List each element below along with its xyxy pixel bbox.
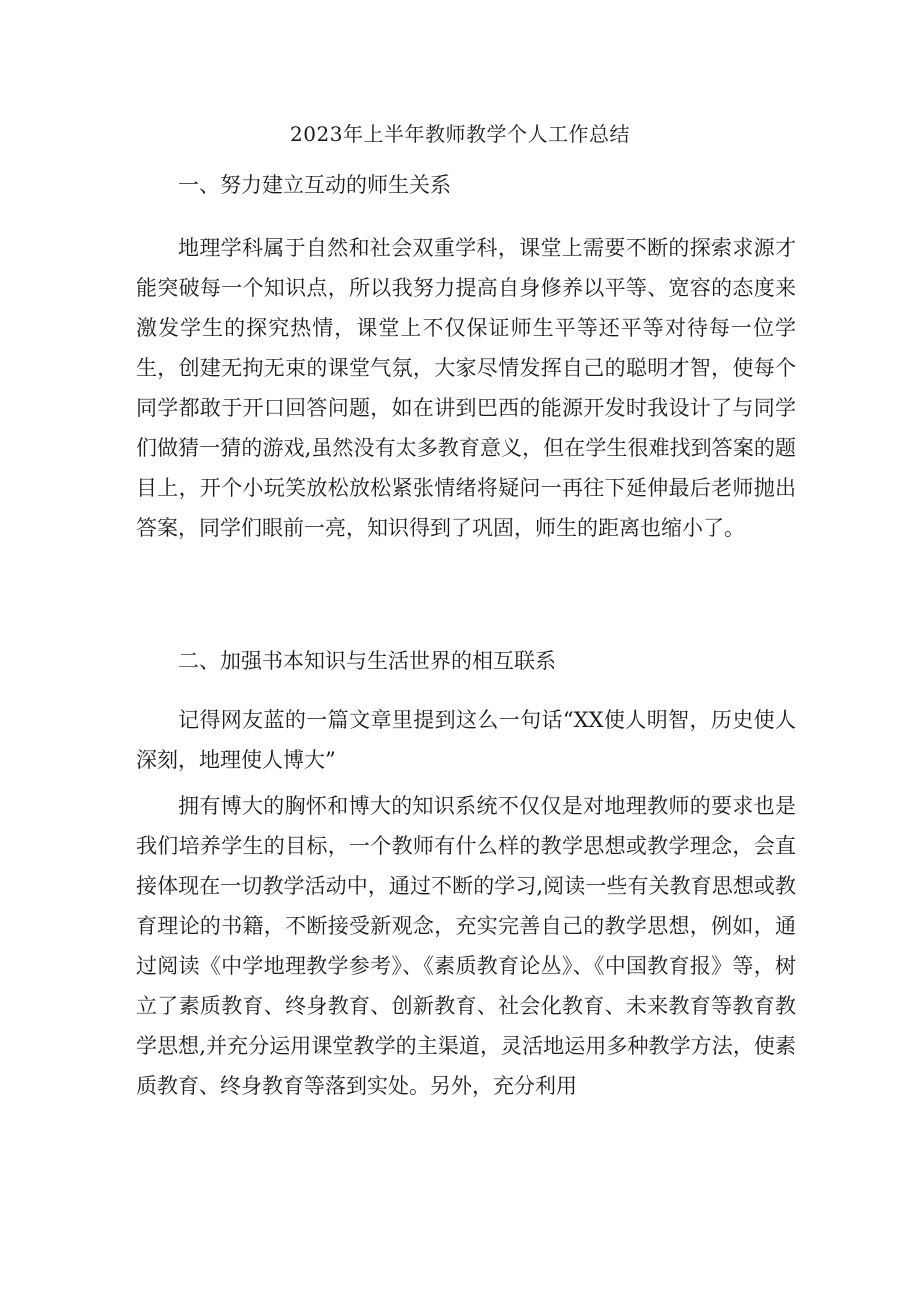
- section-2-heading: 二、加强书本知识与生活世界的相互联系: [178, 649, 556, 673]
- document-title: 2023年上半年教师教学个人工作总结: [290, 122, 630, 146]
- section-2-paragraph-2: 拥有博大的胸怀和博大的知识系统不仅仅是对地理教师的要求也是我们培养学生的目标，一个教师有什么样的教学思想或教学理念，会直接体现在一切教学活动中，通过不断的学习,阅读一些有关教育思想或教育理论的书籍，不断接受新观念，充实完善自己的教学思想，例如，通过阅读《中学地理教学参考》、《素质教育论丛》、《中国教育报》等，树立了素质教育、终身教育、创新教育、社会化教育、未来教育等教育教学思想,并充分运用课堂教学的主渠道，灵活地运用多种教学方法，使素质教育、终身教育等落到实处。另外，充分利用: [136, 794, 796, 1098]
- section-2-paragraph-1: 记得网友蓝的一篇文章里提到这么一句话“XX使人明智，历史使人深刻，地理使人博大”: [136, 708, 796, 772]
- section-1-heading: 一、努力建立互动的师生关系: [178, 173, 451, 197]
- section-1-paragraph-1: 地理学科属于自然和社会双重学科，课堂上需要不断的探索求源才能突破每一个知识点，所以我努力提高自身修养以平等、宽容的态度来激发学生的探究热情，课堂上不仅保证师生平等还平等对待每一位学生，创建无拘无束的课堂气氛，大家尽情发挥自己的聪明才智，使每个同学都敢于开口回答问题，如在讲到巴西的能源开发时我设计了与同学们做猜一猜的游戏,虽然没有太多教育意义，但在学生很难找到答案的题目上，开个小玩笑放松放松紧张情绪将疑问一再往下延伸最后老师抛出答案，同学们眼前一亮，知识得到了巩固，师生的距离也缩小了。: [136, 236, 796, 540]
